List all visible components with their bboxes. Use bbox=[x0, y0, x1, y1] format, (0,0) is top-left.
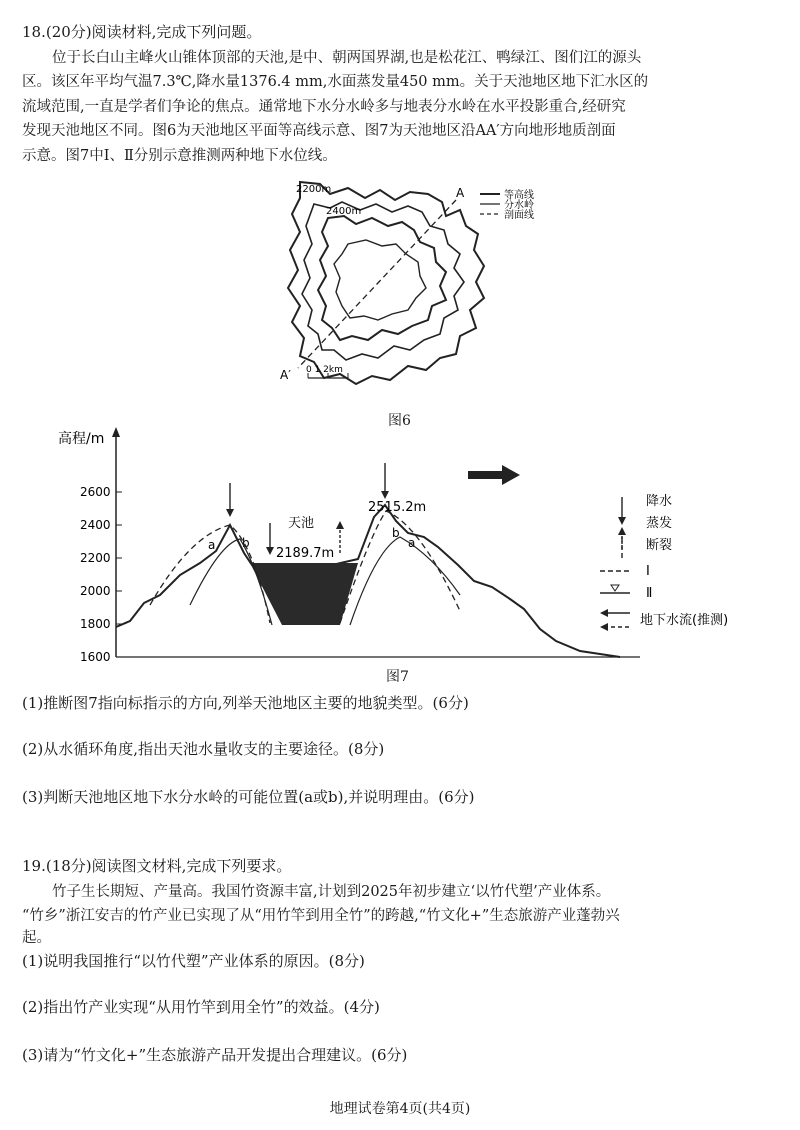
label-b-left: b bbox=[242, 536, 250, 550]
ytick-2600: 2600 bbox=[80, 485, 111, 499]
q18-para-line-3: 流域范围,一直是学者们争论的焦点。通常地下水分水岭多与地表分水岭在水平投影重合,经研究 bbox=[22, 99, 626, 115]
ytick-1800: 1800 bbox=[80, 617, 111, 631]
contour-2400 bbox=[318, 216, 446, 340]
q19-sub-2: (2)指出竹产业实现“从用竹竿到用全竹”的效益。(4分) bbox=[22, 998, 380, 1016]
q19-para-line-1: 竹子生长期短、产量高。我国竹资源丰富,计划到2025年初步建立‘以竹代塑’产业体系。 bbox=[52, 884, 611, 900]
figure-7-legend bbox=[600, 493, 728, 631]
legend-contour: 等高线 bbox=[504, 190, 534, 201]
label-A: A bbox=[456, 186, 465, 200]
q19-para-line-2: “竹乡”浙江安吉的竹产业已实现了从“用竹竿到用全竹”的跨越,“竹文化+”生态旅游产业蓬勃兴 bbox=[22, 908, 620, 924]
label-2400: 2400m bbox=[326, 206, 362, 217]
legend-section: 剖面线 bbox=[504, 210, 534, 221]
q18-header: 18.(20分)阅读材料,完成下列问题。 bbox=[22, 23, 262, 41]
q18-para-line-1: 位于长白山主峰火山锥体顶部的天池,是中、朝两国界湖,也是松花江、鸭绿江、图们江的源头 bbox=[52, 50, 642, 66]
q18-sub-3: (3)判断天池地区地下水分水岭的可能位置(a或b),并说明理由。(6分) bbox=[22, 788, 475, 806]
q18-para-line-5: 示意。图7中Ⅰ、Ⅱ分别示意推测两种地下水位线。 bbox=[22, 148, 337, 164]
legend-water-table-1: Ⅰ bbox=[646, 564, 650, 579]
legend-evaporation: 蒸发 bbox=[646, 516, 673, 531]
figure-7-caption: 图7 bbox=[386, 669, 409, 685]
y-axis-label: 高程/m bbox=[58, 431, 105, 447]
label-a-left: a bbox=[208, 538, 216, 552]
figure-6-caption: 图6 bbox=[388, 413, 411, 429]
lake-body bbox=[250, 563, 358, 625]
q19-sub-1: (1)说明我国推行“以竹代塑”产业体系的原因。(8分) bbox=[22, 952, 365, 970]
q18-para-line-4: 发现天池地区不同。图6为天池地区平面等高线示意、图7为天池地区沿AA′方向地形地质剖面 bbox=[22, 123, 616, 139]
divide-line bbox=[302, 202, 464, 360]
page-footer: 地理试卷第4页(共4页) bbox=[329, 1101, 471, 1117]
q18-sub-2: (2)从水循环角度,指出天池水量收支的主要途径。(8分) bbox=[22, 740, 385, 758]
peak-elevation: 2515.2m bbox=[368, 500, 427, 515]
lake-elevation: 2189.7m bbox=[276, 546, 335, 561]
q19-para-line-3: 起。 bbox=[22, 930, 51, 946]
q18-sub-1: (1)推断图7指向标指示的方向,列举天池地区主要的地貌类型。(6分) bbox=[22, 694, 469, 712]
legend-precipitation: 降水 bbox=[646, 494, 673, 509]
legend-divide: 分水岭 bbox=[504, 200, 534, 211]
ytick-1600: 1600 bbox=[80, 650, 111, 664]
label-A-prime: A′ bbox=[280, 368, 291, 382]
q18-para-line-2: 区。该区年平均气温7.3℃,降水量1376.4 mm,水面蒸发量450 mm。关于天池地区地下汇水区的 bbox=[22, 74, 649, 90]
ytick-2000: 2000 bbox=[80, 584, 111, 598]
ytick-2200: 2200 bbox=[80, 551, 111, 565]
legend-fault: 断裂 bbox=[646, 538, 673, 553]
q19-header: 19.(18分)阅读图文材料,完成下列要求。 bbox=[22, 857, 292, 875]
ytick-2400: 2400 bbox=[80, 518, 111, 532]
label-2200: 2200m bbox=[296, 184, 332, 195]
figure-7-section bbox=[40, 425, 770, 665]
direction-arrow bbox=[468, 465, 520, 485]
lake-name: 天池 bbox=[288, 516, 315, 531]
label-b-right: b bbox=[392, 526, 400, 540]
figure-6-contour-map bbox=[270, 170, 590, 395]
terrain-profile bbox=[116, 505, 620, 657]
label-a-right: a bbox=[408, 536, 416, 550]
scale-bar: 0 1 2km bbox=[306, 365, 343, 375]
q19-sub-3: (3)请为“竹文化+”生态旅游产品开发提出合理建议。(6分) bbox=[22, 1046, 408, 1064]
legend-water-table-2: Ⅱ bbox=[646, 586, 653, 601]
legend-groundwater-flow: 地下水流(推测) bbox=[640, 613, 729, 628]
contour-2200 bbox=[288, 182, 484, 384]
